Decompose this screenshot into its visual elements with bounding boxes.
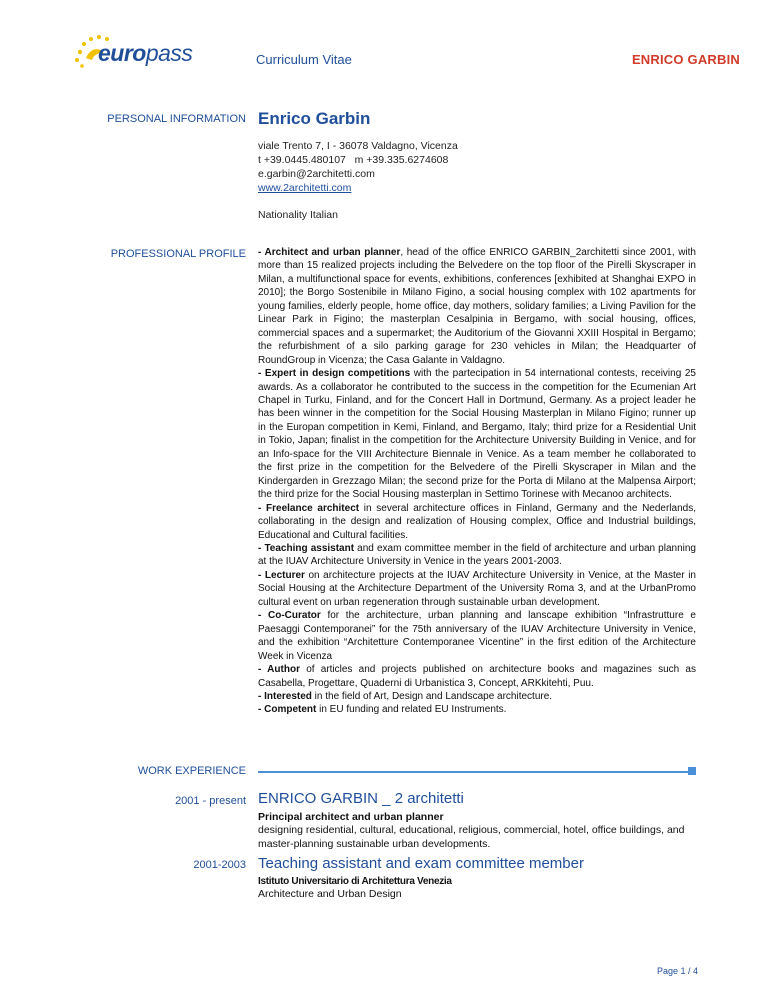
profile-item-text: and exam committee member in the field of architecture and urban planning at the IUAV Architecture University in Venice in the years 2001-2003.: [258, 542, 696, 568]
contact-block: [258, 139, 696, 195]
profile-item-text: , head of the office ENRICO GARBIN_2architetti since 2001, with more than 15 realized projects including the Belvedere on the top floor of the Pirelli Skyscraper in Milan, a multifunctional space for events, exhibitions, conferences [exhibited at Shanghai EXPO in 2010]; the Borgo Sostenibile in Milano Figino, a social housing complex with 102 apartments for young families, elderly people, home office, day mothers, solidary families; a Living Pavilion for the Linear Park in Figino; the masterplan Cesalpinia in Bergamo, with social housing, offices, commercial spaces and a supermarket; the Auditorium of the Giovanni XXIII Hospital in Bergamo; the refurbishment of a silo parking garage for 230 vehicles in Milan; the Headquarter of RoundGroup in Vicenza; the Casa Galante in Valdagno.: [258, 247, 696, 366]
profile-item-text: in several architecture offices in Finland, Germany and the Nederlands, collaborating in the design and realization of Housing complex, Office and Industrial buildings, Educational and Cultural facilities.: [258, 502, 696, 541]
page-number: Page 1 / 4: [656, 966, 698, 976]
professional-profile: [258, 246, 696, 717]
profile-item: [258, 690, 696, 703]
profile-item-lead: - Lecturer: [258, 569, 305, 581]
profile-item-text: of articles and projects published on architecture books and magazines such as Casabella, Progettare, Quaderni di Urbanistica 3, Concept, ARKkitehti, Puu.: [258, 664, 696, 689]
person-name: Enrico Garbin: [258, 109, 371, 128]
profile-item-text: with the partecipation in 54 international contests, receiving 25 awards. As a collaborator he contributed to the success in the competition for the Ecumenian Art Chapel in Turku, Finland, and for the Concert Hall in Dortmund, Germany. As a project leader he has been winner in the competition for the Social Housing Masterplan in Milano Figino; runner up in the Europan competition in Kemi, Finland, and Bergamo, Italy; third prize for a Residential Unit in Tokio, Japan; finalist in the competition for the Architecture University Building in Venice, and for an Info-space for the VIII Architecture Biennale in Venice. As a team member he collaborated to the first prize in the competition for the Belvedere of the Pirelli Skyscraper in Milan and the Kindergarden in Grezzago Milan; the second prize for the Porta di Milano at the Malpensa Airport; the third prize for the Social Housing masterplan in Settimo Torinese with Mecanoo architects.: [258, 368, 696, 501]
profile-item-text: on architecture projects at the IUAV Architecture University in Venice, at the Master in Social Housing at the Architecture Department of the University Roma 3, and at the UrbanPromo cultural event on urban regeneration through sustainable urban development.: [258, 569, 696, 608]
europass-logo-text: europass: [98, 40, 193, 66]
job-role: Principal architect and urban planner: [258, 811, 444, 823]
profile-item: [258, 246, 696, 367]
cv-title: Curriculum Vitae: [256, 52, 352, 67]
job-entry: [258, 790, 696, 851]
job-entry: [258, 855, 696, 901]
profile-item-lead: - Author: [258, 664, 300, 676]
profile-item-text: for the architecture, urban planning and lanscape exhibition “Infrastrutture e Paesaggi Contemporanei” for the 75th anniversary of the IUAV Architecture University in Venice, and the exhibition “Architetture Contemporanee Vicentine” in the first edition of the Architecture Week in Vicenza: [258, 610, 696, 662]
job-period: 2001-2003: [193, 859, 246, 871]
profile-item-lead: - Freelance architect: [258, 502, 360, 514]
profile-item-lead: - Expert in design competitions: [258, 368, 411, 380]
profile-item: [258, 502, 696, 542]
personal-info-section: [258, 109, 696, 222]
job-title: Teaching assistant and exam committee member: [258, 855, 584, 872]
profile-item: [258, 703, 696, 716]
profile-item: [258, 367, 696, 502]
job-description: designing residential, cultural, educational, religious, commercial, hotel, office buildings, and master-planning sustainable urban developments.: [258, 824, 685, 850]
profile-item-lead: - Co-Curator: [258, 610, 321, 622]
job-description: Architecture and Urban Design: [258, 888, 402, 900]
profile-item-lead: - Interested: [258, 690, 312, 702]
profile-item: [258, 569, 696, 609]
work-experience-label: WORK EXPERIENCE: [137, 765, 246, 777]
job-title: ENRICO GARBIN _ 2 architetti: [258, 790, 464, 807]
profile-item: [258, 663, 696, 690]
website-link[interactable]: www.2architetti.com: [258, 182, 352, 194]
job-institution: Istituto Universitario di Architettura Venezia: [258, 876, 452, 887]
phone: t +39.0445.480107 m +39.335.6274608: [258, 154, 449, 166]
professional-profile-label: PROFESSIONAL PROFILE: [110, 248, 246, 260]
profile-item-lead: - Architect and urban planner: [258, 247, 401, 258]
profile-item: [258, 609, 696, 663]
profile-item-lead: - Competent: [258, 704, 317, 716]
email[interactable]: e.garbin@2architetti.com: [258, 168, 375, 180]
profile-item-text: in the field of Art, Design and Landscape architecture.: [311, 690, 553, 702]
section-rule-marker: [688, 767, 696, 775]
personal-info-label: PERSONAL INFORMATION: [107, 113, 246, 125]
header-name: ENRICO GARBIN: [631, 52, 740, 67]
section-rule: [258, 771, 690, 773]
job-period: 2001 - present: [175, 795, 246, 807]
profile-item-text: in EU funding and related EU Instruments.: [316, 704, 507, 716]
address: viale Trento 7, I - 36078 Valdagno, Vicenza: [258, 140, 458, 152]
nationality: Nationality Italian: [258, 209, 338, 221]
page-header: [0, 0, 768, 90]
profile-item: [258, 542, 696, 569]
profile-item-lead: - Teaching assistant: [258, 542, 355, 554]
